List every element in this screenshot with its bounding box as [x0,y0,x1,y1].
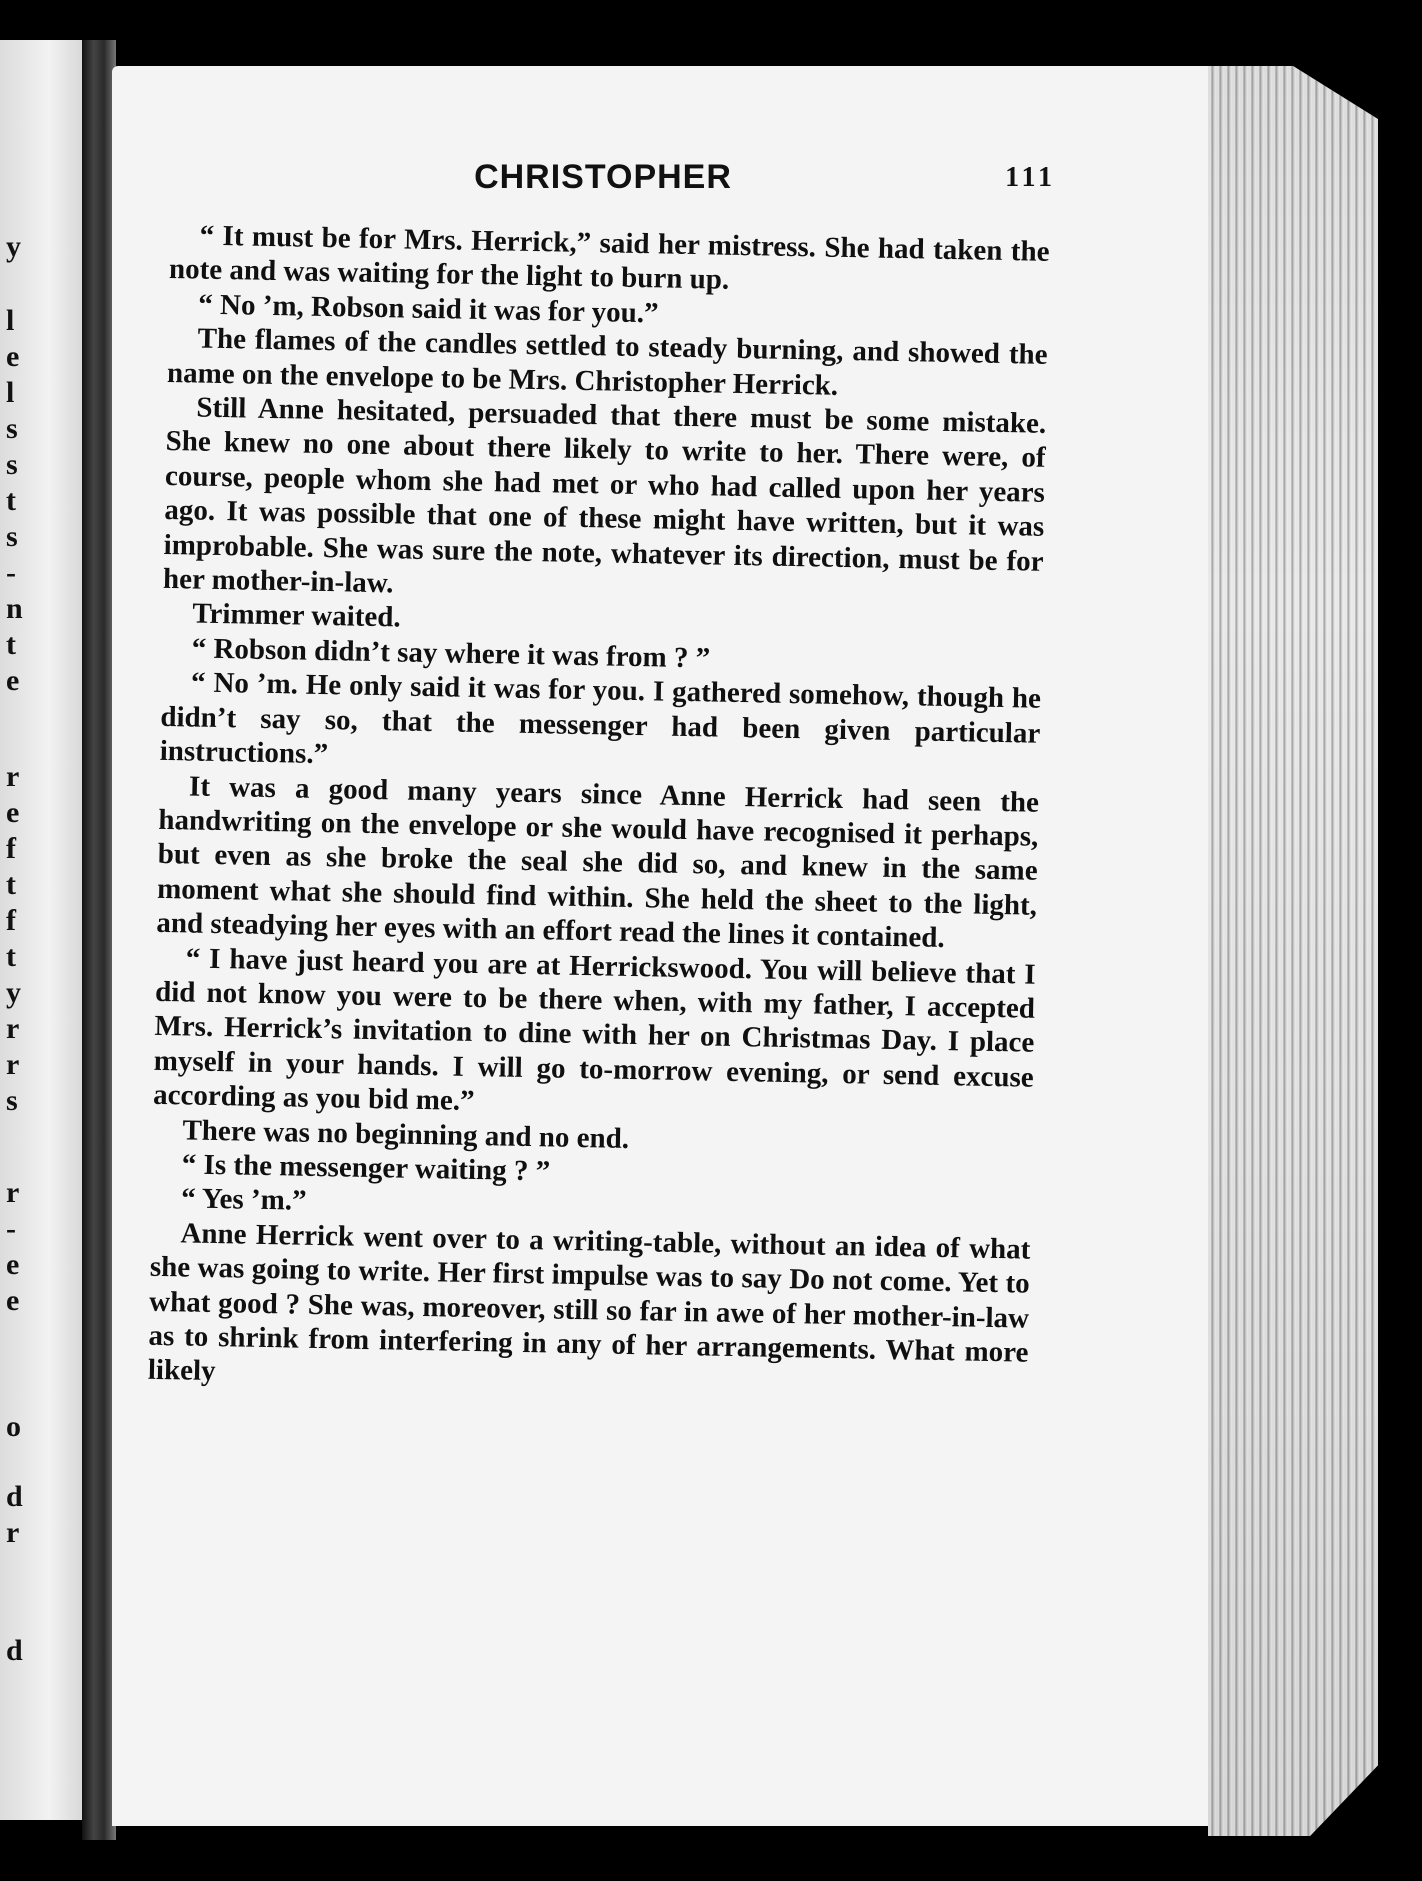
left-page-fragment: r [6,1012,20,1045]
left-page-fragment: t [6,940,16,973]
left-page-fragment: e [6,340,20,373]
left-page-fragment: o [6,1410,21,1443]
left-page-fragment: t [6,484,16,517]
left-page-fragment: s [6,1084,18,1117]
left-page-fragment: y [6,230,21,263]
left-page-fragment: e [6,664,20,697]
left-page-fragment: f [6,904,16,937]
left-page-fragment: y [6,976,21,1009]
paragraph: “ Robson didn’t say where it was from ? ” [191,632,711,675]
paragraph: It was a good many years since Anne Herrick had seen the handwriting on the envelope or she would have recognised it perhaps, but even as she broke the seal she did so, and knew in the same moment what she should find within. She held the sheet to the light, and steadying her eyes with an effort read the lines it contained. [156,769,1040,955]
left-page-fragment: e [6,796,20,829]
paragraph: “ No ’m, Robson said it was for you.” [198,288,659,330]
left-page-fragment: - [6,556,16,589]
paragraph: “ Is the messenger waiting ? ” [181,1148,551,1188]
page-edges [1208,66,1378,1836]
paragraph: “ I have just heard you are at Herrickswood. You will believe that I did not know you were to be there when, with my father, I accepted Mrs. Herrick’s invitation to dine with her on Christmas Day. I place myself in your hands. I will go to-morrow evening, or send excuse according as you bid me.” [152,941,1036,1118]
left-page-fragment: e [6,1284,20,1317]
left-page-fragment: t [6,868,16,901]
left-page-fragment: r [6,1176,20,1209]
paragraph: Still Anne hesitated, persuaded that there must be some mistake. She knew no one about there likely to write to her. There were, of course, people whom she had met or who had called upon her years ago. It was possible that one of these might have written, but it was improbable. She was sure the note, whatever its direction, must be for her mother-in-law. [162,391,1047,600]
previous-page-edge [0,40,82,1820]
left-page-fragment: s [6,412,18,445]
paragraph: There was no beginning and no end. [182,1113,630,1155]
page-number: 111 [1005,162,1056,193]
left-page-fragment: d [6,1634,23,1667]
left-page-fragment: l [6,304,15,337]
paragraph: Trimmer waited. [192,597,401,634]
page-header [150,158,1056,204]
left-page-fragment: d [6,1480,23,1513]
left-page-fragment: e [6,1248,20,1281]
left-page-fragment: f [6,832,16,865]
paragraph: “ Yes ’m.” [180,1182,307,1218]
body-text [148,218,1050,1404]
left-page-fragment: r [6,1516,20,1549]
left-page-fragment: s [6,520,18,553]
paragraph: “ It must be for Mrs. Herrick,” said her mistress. She had taken the note and was waiting for the light to burn up. [168,219,1050,297]
book-gutter [82,40,116,1840]
paragraph: Anne Herrick went over to a writing-table, without an idea of what she was going to write. Her first impulse was to say Do not come. Yet to what good ? She was, moreover, still so far in awe of her mother-in-law as to shrink from interfering in any of her arrangements. What more likely [147,1217,1031,1388]
left-page-fragment: n [6,592,23,625]
paragraph: The flames of the candles settled to steady burning, and showed the name on the envelope to be Mrs. Christopher Herrick. [166,322,1048,402]
left-page-fragment: r [6,1048,20,1081]
running-head: CHRISTOPHER [474,158,732,196]
left-page-fragment: r [6,760,20,793]
left-page-fragment: s [6,448,18,481]
paragraph: “ No ’m. He only said it was for you. I gathered somehow, though he didn’t say so, that the messenger had been given particular instructions.” [159,666,1042,771]
left-page-fragment: l [6,376,15,409]
left-page-fragment: - [6,1212,16,1245]
left-page-fragment: t [6,628,16,661]
